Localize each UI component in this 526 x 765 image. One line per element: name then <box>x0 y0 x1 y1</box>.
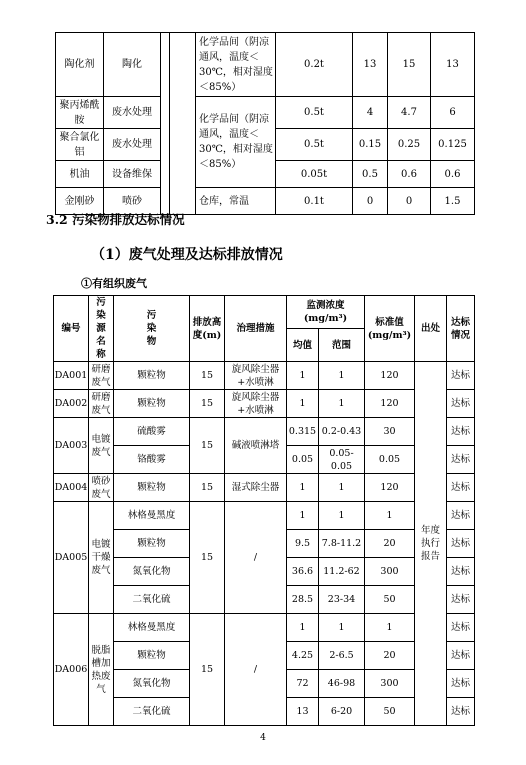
chemical-value-3: 0.125 <box>431 129 475 161</box>
pollutant: 颗粒物 <box>114 390 190 418</box>
avg-value: 36.6 <box>287 558 319 586</box>
chemical-value-1: 4 <box>353 97 388 129</box>
table-row <box>54 418 475 446</box>
compliance-result: 达标 <box>447 642 475 670</box>
range-value: 46-98 <box>319 670 365 698</box>
chemical-use: 喷砂 <box>104 188 161 215</box>
chemical-value-1: 0.5 <box>353 161 388 188</box>
range-value: 1 <box>319 614 365 642</box>
emission-table <box>53 295 475 726</box>
limit-value: 50 <box>365 698 415 726</box>
header-height: 排放高度(m) <box>190 296 225 362</box>
avg-value: 1 <box>287 390 319 418</box>
pollution-source: 脱脂槽加热废气 <box>89 614 114 726</box>
pollutant: 颗粒物 <box>114 642 190 670</box>
compliance-result: 达标 <box>447 558 475 586</box>
range-value: 0.05-0.05 <box>319 446 365 474</box>
compliance-result: 达标 <box>447 418 475 446</box>
chemical-value-3: 13 <box>431 33 475 97</box>
limit-value: 20 <box>365 530 415 558</box>
chemical-value-2: 0 <box>388 188 431 215</box>
compliance-result: 达标 <box>447 614 475 642</box>
range-value: 6-20 <box>319 698 365 726</box>
chemical-use: 陶化 <box>104 33 161 97</box>
table-row <box>54 614 475 642</box>
header-result: 达标情况 <box>447 296 475 362</box>
treatment-measure: 湿式除尘器 <box>225 474 287 502</box>
chemical-value-2: 4.7 <box>388 97 431 129</box>
header-measure: 治理措施 <box>225 296 287 362</box>
pollutant: 氮氧化物 <box>114 670 190 698</box>
compliance-result: 达标 <box>447 390 475 418</box>
outlet-id: DA005 <box>54 502 89 614</box>
limit-value: 120 <box>365 390 415 418</box>
range-value: 1 <box>319 362 365 390</box>
range-value: 1 <box>319 502 365 530</box>
storage-amount: 0.05t <box>276 161 353 188</box>
header-monitor: 监测浓度(mg/m³) <box>287 296 365 329</box>
avg-value: 1 <box>287 474 319 502</box>
range-value: 11.2-62 <box>319 558 365 586</box>
header-origin: 出处 <box>415 296 447 362</box>
pollution-source: 电镀干燥废气 <box>89 502 114 614</box>
pollutant: 林格曼黑度 <box>114 502 190 530</box>
avg-value: 1 <box>287 362 319 390</box>
emission-height: 15 <box>190 474 225 502</box>
section-title: 3.2 污染物排放达标情况 <box>46 212 185 227</box>
emission-height: 15 <box>190 390 225 418</box>
compliance-result: 达标 <box>447 586 475 614</box>
pollutant: 林格曼黑度 <box>114 614 190 642</box>
header-pollutant-text: 污染物 <box>146 310 157 347</box>
treatment-measure: 旋风除尘器+水喷淋 <box>225 362 287 390</box>
limit-value: 1 <box>365 614 415 642</box>
chemical-value-1: 13 <box>353 33 388 97</box>
limit-value: 120 <box>365 362 415 390</box>
emission-height: 15 <box>190 614 225 726</box>
table-row <box>54 390 475 418</box>
limit-value: 300 <box>365 670 415 698</box>
storage-amount: 0.2t <box>276 33 353 97</box>
pollutant: 颗粒物 <box>114 530 190 558</box>
treatment-measure: 旋风除尘器+水喷淋 <box>225 390 287 418</box>
avg-value: 13 <box>287 698 319 726</box>
page-number: 4 <box>260 733 266 743</box>
limit-value: 1 <box>365 502 415 530</box>
treatment-measure: / <box>225 502 287 614</box>
limit-value: 300 <box>365 558 415 586</box>
outlet-id: DA006 <box>54 614 89 726</box>
pollution-source: 喷砂废气 <box>89 474 114 502</box>
emission-height: 15 <box>190 362 225 390</box>
limit-value: 30 <box>365 418 415 446</box>
avg-value: 4.25 <box>287 642 319 670</box>
chemical-name: 机油 <box>56 161 104 188</box>
header-id: 编号 <box>54 296 89 362</box>
table-row <box>54 362 475 390</box>
compliance-result: 达标 <box>447 446 475 474</box>
avg-value: 28.5 <box>287 586 319 614</box>
compliance-result: 达标 <box>447 530 475 558</box>
compliance-result: 达标 <box>447 362 475 390</box>
range-value: 1 <box>319 390 365 418</box>
limit-value: 120 <box>365 474 415 502</box>
chemical-name: 聚合氯化铝 <box>56 129 104 161</box>
pollution-source: 研磨废气 <box>89 362 114 390</box>
header-avg: 均值 <box>287 329 319 362</box>
limit-value: 50 <box>365 586 415 614</box>
emission-height: 15 <box>190 502 225 614</box>
outlet-id: DA001 <box>54 362 89 390</box>
chemical-storage-table <box>55 32 475 215</box>
pollutant: 铬酸雾 <box>114 446 190 474</box>
pollutant: 硫酸雾 <box>114 418 190 446</box>
table-row <box>54 502 475 530</box>
chemical-value-2: 0.25 <box>388 129 431 161</box>
subsubsection-title: ①有组织废气 <box>81 277 147 290</box>
origin-text: 年度执行报告 <box>420 525 440 562</box>
outlet-id: DA004 <box>54 474 89 502</box>
avg-value: 72 <box>287 670 319 698</box>
chemical-use: 废水处理 <box>104 129 161 161</box>
pollutant: 二氧化硫 <box>114 586 190 614</box>
avg-value: 9.5 <box>287 530 319 558</box>
pollutant: 氮氧化物 <box>114 558 190 586</box>
storage-amount: 0.1t <box>276 188 353 215</box>
treatment-measure: / <box>225 614 287 726</box>
range-value: 0.2-0.43 <box>319 418 365 446</box>
range-value: 7.8-11.2 <box>319 530 365 558</box>
avg-value: 0.315 <box>287 418 319 446</box>
pollutant: 二氧化硫 <box>114 698 190 726</box>
avg-value: 1 <box>287 614 319 642</box>
limit-value: 0.05 <box>365 446 415 474</box>
chemical-value-3: 6 <box>431 97 475 129</box>
chemical-use: 设备维保 <box>104 161 161 188</box>
header-range: 范围 <box>319 329 365 362</box>
compliance-result: 达标 <box>447 474 475 502</box>
storage-amount: 0.5t <box>276 97 353 129</box>
chemical-value-2: 0.6 <box>388 161 431 188</box>
compliance-result: 达标 <box>447 502 475 530</box>
emission-height: 15 <box>190 418 225 474</box>
origin-cell <box>415 362 447 726</box>
header-source <box>89 296 114 362</box>
pollution-source: 研磨废气 <box>89 390 114 418</box>
chemical-value-1: 0 <box>353 188 388 215</box>
header-limit: 标准值(mg/m³) <box>365 296 415 362</box>
pollutant: 颗粒物 <box>114 474 190 502</box>
chemical-value-3: 1.5 <box>431 188 475 215</box>
header-source-text: 污染源名称 <box>96 297 106 360</box>
storage-location: 仓库，常温 <box>196 188 276 215</box>
chemical-name: 聚丙烯酰胺 <box>56 97 104 129</box>
outlet-id: DA003 <box>54 418 89 474</box>
range-value: 2-6.5 <box>319 642 365 670</box>
range-value: 1 <box>319 474 365 502</box>
range-value: 23-34 <box>319 586 365 614</box>
limit-value: 20 <box>365 642 415 670</box>
storage-location: 化学品间（阴凉通风，温度＜30℃，相对湿度＜85%） <box>196 97 276 188</box>
chemical-value-1: 0.15 <box>353 129 388 161</box>
chemical-name: 金刚砂 <box>56 188 104 215</box>
storage-location: 化学品间（阴凉通风，温度＜30℃，相对湿度＜85%） <box>196 33 276 97</box>
header-pollutant <box>114 296 190 362</box>
compliance-result: 达标 <box>447 698 475 726</box>
chemical-value-2: 15 <box>388 33 431 97</box>
storage-amount: 0.5t <box>276 129 353 161</box>
chemical-name: 陶化剂 <box>56 33 104 97</box>
subsection-title: （1）废气处理及达标排放情况 <box>91 247 283 263</box>
outlet-id: DA002 <box>54 390 89 418</box>
table-row <box>54 474 475 502</box>
compliance-result: 达标 <box>447 670 475 698</box>
avg-value: 1 <box>287 502 319 530</box>
chemical-value-3: 0.6 <box>431 161 475 188</box>
treatment-measure: 碱液喷淋塔 <box>225 418 287 474</box>
blank-cell <box>170 33 196 215</box>
pollutant: 颗粒物 <box>114 362 190 390</box>
avg-value: 0.05 <box>287 446 319 474</box>
pollution-source: 电镀废气 <box>89 418 114 474</box>
blank-cell <box>161 33 170 215</box>
chemical-use: 废水处理 <box>104 97 161 129</box>
